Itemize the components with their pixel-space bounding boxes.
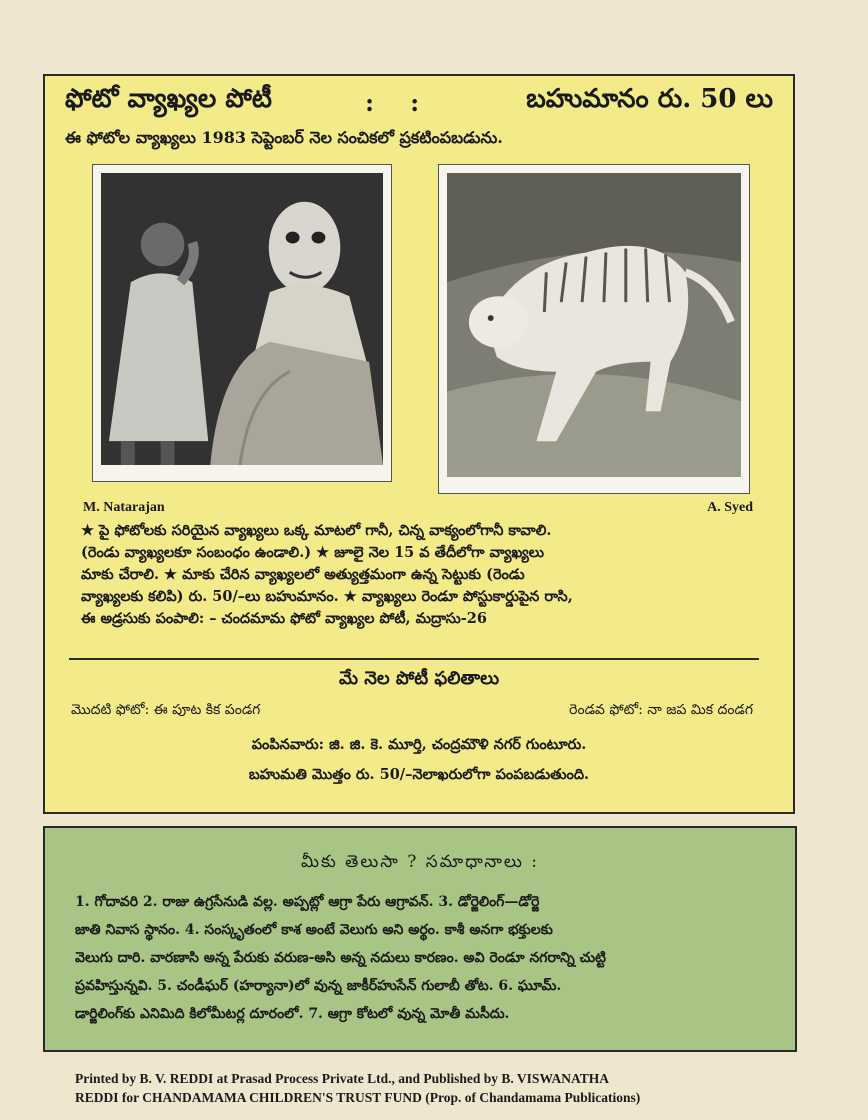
quiz-title: మీకు తెలుసా ? సమాధానాలు : [300, 852, 539, 872]
second-photo-caption: రెండవ ఫోటో: నా జప మిక దండగ [569, 702, 753, 718]
first-photo-caption: మొదటి ఫోటో: ఈ పూట కిక పండగ [71, 702, 261, 718]
imprint-footer [75, 1069, 765, 1107]
contest-header [65, 82, 773, 122]
answer-line: డార్జిలింగ్‌కు ఎనిమిది కిలోమీటర్ల దూరంలో. 7. ఆగ్రా కోటలో వున్న మోతీ మసీదు. [75, 1006, 510, 1022]
results-captions [71, 702, 753, 721]
contest-rules [81, 520, 763, 630]
photo-left-image [101, 173, 383, 465]
section-divider [69, 658, 759, 660]
rules-line: మాకు చేరాలి. ★ మాకు చేరిన వ్యాఖ్యలలో అత్యుత్తమంగా ఉన్న సెట్టుకు (రెండు [81, 566, 525, 583]
contest-prize: బహుమానం రు. 50 లు [526, 84, 773, 114]
footer-line: Printed by B. V. REDDI at Prasad Process Private Ltd., and Published by B. VISWANATHA [75, 1071, 609, 1086]
rules-line: వ్యాఖ్యలకు కలిపి) రు. 50/–లు బహుమానం. ★ వ్యాఖ్యలు రెండూ పోస్టుకార్డుపైన రాసి, [81, 588, 573, 605]
answer-line: ప్రవహిస్తున్నవి. 5. చండీఘర్ (హర్యానా)లో వున్న జాకీర్‌హుసేన్ గులాబీ తోట. 6. ఘూమ్. [75, 978, 562, 994]
photo-right-frame [438, 164, 750, 494]
answer-line: వెలుగు దారి. వారణాసి అన్న పేరుకు వరుణ-అసి అన్న నదులు కారణం. అవి రెండూ నగరాన్ని చుట్టి [75, 950, 606, 966]
quiz-answers-panel [43, 826, 797, 1052]
photo-left-credit: M. Natarajan [83, 500, 165, 515]
contest-subtitle: ఈ ఫోటోల వ్యాఖ్యలు 1983 సెప్టెంబర్ నెల సంచికలో ప్రకటింపబడును. [65, 128, 503, 147]
photo-left-frame [92, 164, 392, 482]
quiz-answers [75, 888, 775, 1028]
photo-caption-contest-panel [43, 74, 795, 814]
photo-right-credit: A. Syed [707, 500, 753, 515]
prize-note: బహుమతి మొత్తం రు. 50/–నెలాఖరులోగా పంపబడుతుంది. [248, 766, 590, 783]
rules-line: (రెండు వ్యాఖ్యలకూ సంబంధం ఉండాలి.) ★ జూలై నెల 15 వ తేదీలోగా వ్యాఖ్యలు [81, 544, 545, 561]
rules-line: ★ పై ఫోటోలకు సరియైన వ్యాఖ్యలు ఒక్క మాటలో గానీ, చిన్న వాక్యంలోగానీ కావాలి. [81, 522, 552, 539]
rules-line: ఈ అడ్రసుకు పంపాలి: – చందమామ ఫోటో వ్యాఖ్యల పోటీ, మద్రాసు-26 [81, 610, 487, 627]
contest-title: ఫోటో వ్యాఖ్యల పోటీ [65, 84, 272, 114]
title-separator: : : [365, 87, 434, 117]
results-title: మే నెల పోటీ ఫలితాలు [338, 668, 500, 689]
winner-sender: పంపినవారు: జి. జి. కె. మూర్తి, చంద్రమౌళి నగర్ గుంటూరు. [251, 736, 587, 753]
answer-line: 1. గోదావరి 2. రాజు ఉగ్రసేనుడి వల్ల. అప్పట్లో ఆగ్రా పేరు ఆగ్రావన్. 3. డోర్జెలింగ్—డోర్జె [75, 894, 540, 910]
footer-line: REDDI for CHANDAMAMA CHILDREN'S TRUST FUND (Prop. of Chandamama Publications) [75, 1090, 641, 1105]
photo-right-image [447, 173, 741, 477]
answer-line: జాతి నివాస స్థానం. 4. సంస్కృతంలో కాశ అంటే వెలుగు అని అర్థం. కాశీ అనగా భక్తులకు [75, 922, 553, 938]
